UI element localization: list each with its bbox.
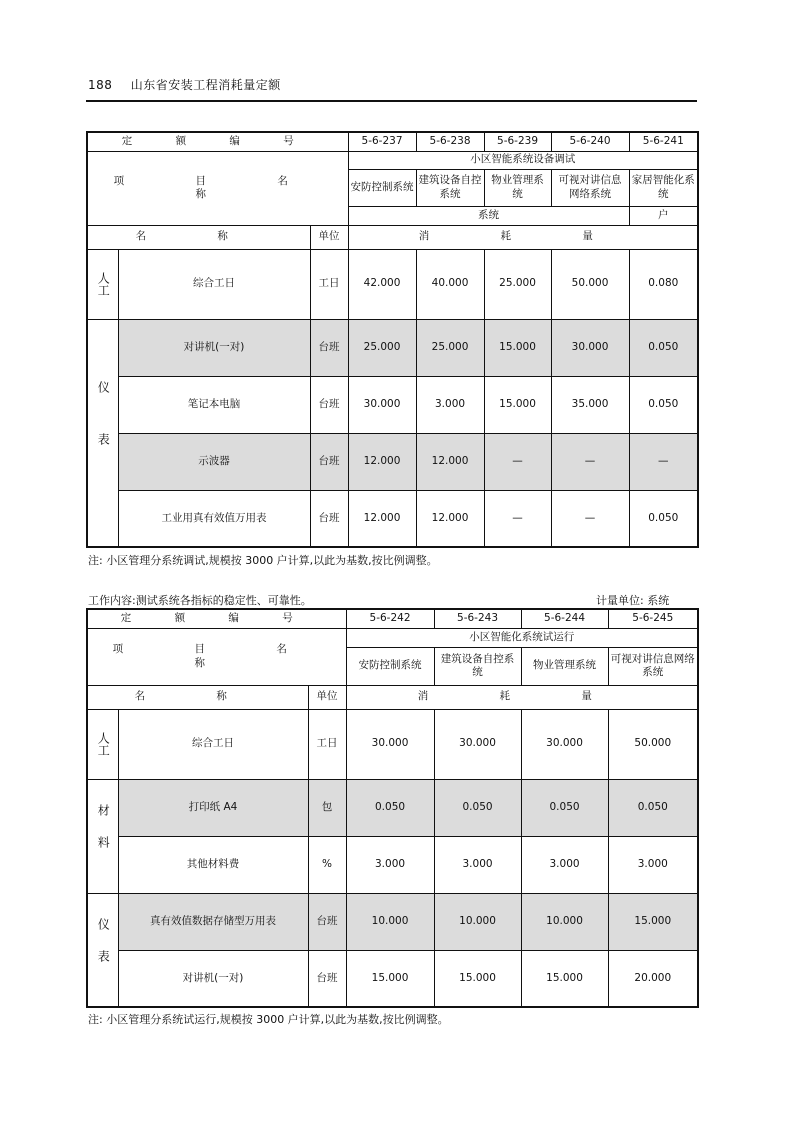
row-unit: % (308, 836, 346, 893)
category-instrument: 仪表 (87, 319, 118, 547)
row-unit: 台班 (310, 376, 348, 433)
category-material: 材料 (87, 779, 118, 893)
row-name: 打印纸 A4 (118, 779, 308, 836)
name-label: 名 称 (87, 685, 308, 709)
row-name: 其他材料费 (118, 836, 308, 893)
table2-note: 注: 小区管理分系统试运行,规模按 3000 户计算,以此为基数,按比例调整。 (88, 1013, 449, 1026)
quota-code: 5-6-239 (484, 132, 551, 151)
quota-table-2 (86, 608, 699, 1008)
cell-value: 0.050 (521, 779, 608, 836)
row-name: 对讲机(一对) (118, 319, 310, 376)
column-header: 安防控制系统 (346, 647, 434, 685)
cell-value: 30.000 (551, 319, 629, 376)
cell-value: 15.000 (434, 950, 521, 1007)
cell-value: — (551, 490, 629, 547)
quota-code: 5-6-244 (521, 609, 608, 628)
cell-value: 35.000 (551, 376, 629, 433)
cell-value: 10.000 (521, 893, 608, 950)
row-unit: 台班 (308, 893, 346, 950)
cell-value: 0.050 (629, 319, 698, 376)
unit-label: 单位 (308, 685, 346, 709)
row-name: 综合工日 (118, 249, 310, 319)
cell-value: 50.000 (608, 709, 698, 779)
cell-value: 12.000 (348, 433, 416, 490)
cell-value: 42.000 (348, 249, 416, 319)
quota-code: 5-6-241 (629, 132, 698, 151)
row-name: 工业用真有效值万用表 (118, 490, 310, 547)
column-header: 建筑设备自控系统 (416, 169, 484, 206)
column-header: 物业管理系统 (521, 647, 608, 685)
cell-value: 25.000 (416, 319, 484, 376)
quota-code: 5-6-245 (608, 609, 698, 628)
row-name: 对讲机(一对) (118, 950, 308, 1007)
cell-value: — (484, 433, 551, 490)
row-name: 笔记本电脑 (118, 376, 310, 433)
cell-value: 0.050 (434, 779, 521, 836)
quota-code: 5-6-237 (348, 132, 416, 151)
cell-value: 30.000 (521, 709, 608, 779)
row-unit: 台班 (308, 950, 346, 1007)
row-name: 示波器 (118, 433, 310, 490)
quota-code: 5-6-243 (434, 609, 521, 628)
row-unit: 台班 (310, 490, 348, 547)
consumption-label: 消 耗 量 (346, 685, 698, 709)
cell-value: — (629, 433, 698, 490)
cell-value: 0.050 (608, 779, 698, 836)
column-header: 可视对讲信息网络系统 (551, 169, 629, 206)
unit-system: 系统 (348, 206, 629, 225)
quota-code: 5-6-242 (346, 609, 434, 628)
cell-value: 3.000 (434, 836, 521, 893)
row-unit: 包 (308, 779, 346, 836)
measure-unit: 计量单位: 系统 (596, 594, 670, 607)
row-unit: 工日 (310, 249, 348, 319)
row-name: 真有效值数据存储型万用表 (118, 893, 308, 950)
cell-value: 25.000 (348, 319, 416, 376)
cell-value: 12.000 (416, 490, 484, 547)
name-label: 名 称 (87, 225, 310, 249)
cell-value: 12.000 (348, 490, 416, 547)
column-header: 安防控制系统 (348, 169, 416, 206)
cell-value: — (484, 490, 551, 547)
quota-code: 5-6-238 (416, 132, 484, 151)
table1-note: 注: 小区管理分系统调试,规模按 3000 户计算,以此为基数,按比例调整。 (88, 554, 438, 567)
row-unit: 台班 (310, 319, 348, 376)
cell-value: 15.000 (484, 376, 551, 433)
cell-value: 40.000 (416, 249, 484, 319)
cell-value: 30.000 (346, 709, 434, 779)
row-unit: 台班 (310, 433, 348, 490)
group-title: 小区智能化系统试运行 (346, 628, 698, 647)
column-header: 物业管理系统 (484, 169, 551, 206)
cell-value: 0.050 (629, 376, 698, 433)
cell-value: 3.000 (416, 376, 484, 433)
cell-value: 12.000 (416, 433, 484, 490)
cell-value: 3.000 (346, 836, 434, 893)
category-labor: 人工 (87, 709, 118, 779)
cell-value: 0.080 (629, 249, 698, 319)
quota-number-label: 定 额 编 号 (87, 609, 346, 628)
cell-value: 10.000 (346, 893, 434, 950)
header-rule (86, 100, 697, 102)
item-name-label: 项 目 名 称 (87, 628, 346, 685)
cell-value: 15.000 (521, 950, 608, 1007)
cell-value: 3.000 (608, 836, 698, 893)
cell-value: 30.000 (434, 709, 521, 779)
group-title: 小区智能系统设备调试 (348, 151, 698, 169)
cell-value: 0.050 (346, 779, 434, 836)
cell-value: — (551, 433, 629, 490)
unit-household: 户 (629, 206, 698, 225)
quota-number-label: 定 额 编 号 (87, 132, 348, 151)
column-header: 家居智能化系统 (629, 169, 698, 206)
category-labor: 人工 (87, 249, 118, 319)
row-name: 综合工日 (118, 709, 308, 779)
quota-code: 5-6-240 (551, 132, 629, 151)
unit-label: 单位 (310, 225, 348, 249)
cell-value: 15.000 (346, 950, 434, 1007)
cell-value: 25.000 (484, 249, 551, 319)
item-name-label: 项 目 名 称 (87, 151, 348, 225)
page-header (88, 76, 281, 93)
cell-value: 3.000 (521, 836, 608, 893)
cell-value: 50.000 (551, 249, 629, 319)
cell-value: 15.000 (484, 319, 551, 376)
consumption-label: 消 耗 量 (348, 225, 698, 249)
column-header: 建筑设备自控系统 (434, 647, 521, 685)
column-header: 可视对讲信息网络系统 (608, 647, 698, 685)
cell-value: 15.000 (608, 893, 698, 950)
cell-value: 0.050 (629, 490, 698, 547)
row-unit: 工日 (308, 709, 346, 779)
book-title: 山东省安装工程消耗量定额 (130, 78, 281, 92)
quota-table-1 (86, 131, 699, 548)
cell-value: 20.000 (608, 950, 698, 1007)
page-number: 188 (88, 78, 113, 92)
category-instrument: 仪表 (87, 893, 118, 1007)
cell-value: 10.000 (434, 893, 521, 950)
work-content: 工作内容:测试系统各指标的稳定性、可靠性。 (88, 594, 312, 607)
cell-value: 30.000 (348, 376, 416, 433)
